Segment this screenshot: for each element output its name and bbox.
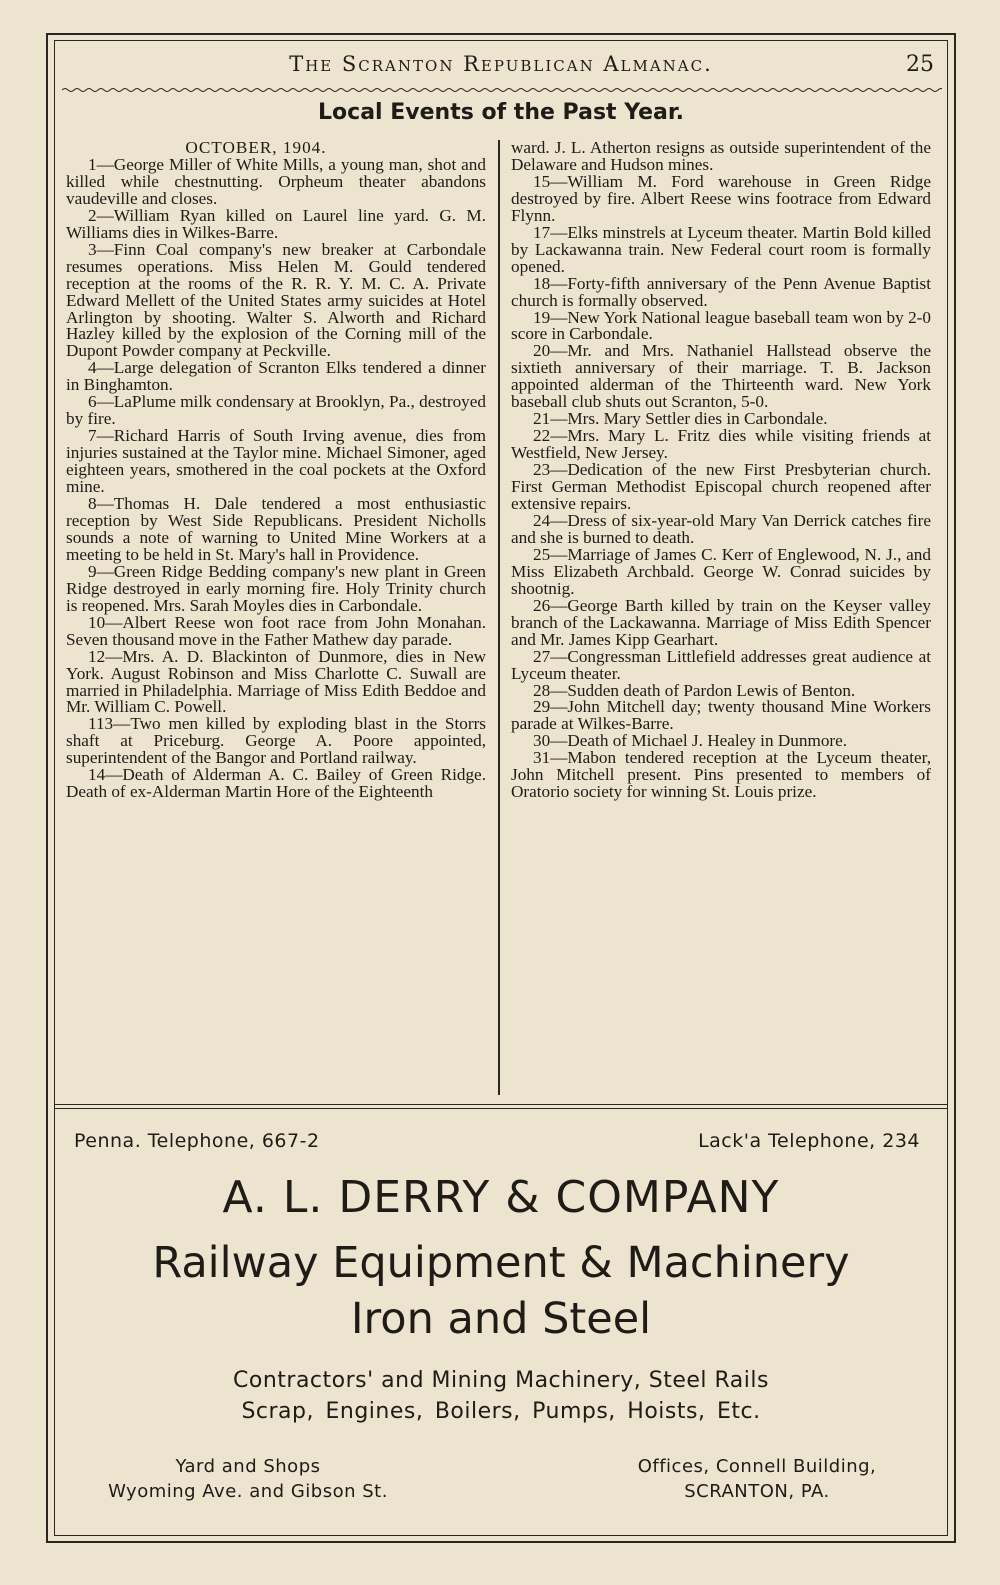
event-entry: ward. J. L. Atherton resigns as outside superintendent of the Delaware and Hudson mines. <box>511 138 931 174</box>
event-entry: 28—Sudden death of Pardon Lewis of Benton. <box>533 680 856 700</box>
advertisement <box>54 1112 948 1532</box>
event-entry: 29—John Mitchell day; twenty thousand Mine Workers parade at Wilkes-Barre. <box>511 697 931 734</box>
ad-headline-iron-steel: Iron and Steel <box>350 1294 652 1344</box>
event-entry: 27—Congressman Littlefield addresses great audience at Lyceum theater. <box>511 646 931 683</box>
event-entry: 18—Forty-fifth anniversary of the Penn Avenue Baptist church is formally observed. <box>511 273 931 310</box>
yard-address-line-2: Wyoming Ave. and Gibson St. <box>108 1481 388 1502</box>
event-entry: 113—Two men killed by exploding blast in the Storrs shaft at Priceburg. George A. Poore appointed, superintendent of the Bangor and Portland railway. <box>66 714 486 768</box>
event-entry: 3—Finn Coal company's new breaker at Carbondale resumes operations. Miss Helen M. Gould tendered reception at the rooms of the R. R. Y. M. C. A. Private Edward Mellett of the United States army suicides at Hotel Arlington by shooting. Walter S. Alworth and Richard Hazley killed by the explosion of the Corning mill of the Dupont Powder company at Peckville. <box>66 239 486 361</box>
event-entry: 30—Death of Michael J. Healey in Dunmore. <box>533 731 848 751</box>
yard-address-line-1: Yard and Shops <box>175 1456 321 1477</box>
events-column-right <box>511 140 931 801</box>
running-head <box>54 50 948 84</box>
month-heading: OCTOBER, 1904. <box>185 138 327 157</box>
event-entry: 14—Death of Alderman A. C. Bailey of Green Ridge. Death of ex-Alderman Martin Hore of the Eighteenth <box>66 765 486 802</box>
wavy-rule-divider <box>62 86 942 94</box>
office-address-line-2: SCRANTON, PA. <box>684 1481 830 1502</box>
office-address <box>592 1454 922 1504</box>
page-number: 25 <box>906 52 934 77</box>
ad-divider-bottom <box>54 1108 948 1109</box>
event-entry: 7—Richard Harris of South Irving avenue, dies from injuries sustained at the Taylor mine. Michael Simoner, aged eighteen years, smothered in the coal pockets at the Oxford mine. <box>66 426 486 497</box>
penna-telephone: Penna. Telephone, 667-2 <box>74 1130 320 1152</box>
event-entry: 20—Mr. and Mrs. Nathaniel Hallstead observe the sixtieth anniversary of their marriage. T. B. Jackson appointed alderman of the Thirteenth ward. New York baseball club shuts out Scranton, 5-0. <box>511 341 931 412</box>
ad-products-line-2: Scrap, Engines, Boilers, Pumps, Hoists, Etc. <box>241 1399 761 1424</box>
event-entry: 8—Thomas H. Dale tendered a most enthusiastic reception by West Side Republicans. President Nicholls sounds a note of warning to United Mine Workers at a meeting to be held in St. Mary's hall in Providence. <box>66 494 486 564</box>
event-entry: 15—William M. Ford warehouse in Green Ridge destroyed by fire. Albert Reese wins footrace from Edward Flynn. <box>511 171 931 225</box>
yard-address <box>68 1454 428 1504</box>
event-entry: 17—Elks minstrels at Lyceum theater. Martin Bold killed by Lackawanna train. New Federal court room is formally opened. <box>511 222 931 276</box>
event-entry: 23—Dedication of the new First Presbyterian church. First German Methodist Episcopal church reopened after extensive repairs. <box>511 460 931 514</box>
event-entry: 6—LaPlume milk condensary at Brooklyn, Pa., destroyed by fire. <box>66 392 486 429</box>
event-entry: 4—Large delegation of Scranton Elks tendered a dinner in Binghamton. <box>66 358 486 395</box>
event-entry: 10—Albert Reese won foot race from John Monahan. Seven thousand move in the Father Mathew day parade. <box>66 612 486 649</box>
event-entry: 9—Green Ridge Bedding company's new plant in Green Ridge destroyed in early morning fire. Holy Trinity church is reopened. Mrs. Sarah Moyles dies in Carbondale. <box>66 561 486 615</box>
event-entry: 1—George Miller of White Mills, a young man, shot and killed while chestnutting. Orpheum theater abandons vaudeville and closes. <box>66 154 486 208</box>
section-title: Local Events of the Past Year. <box>318 100 684 125</box>
events-column-left <box>66 140 486 801</box>
ad-divider-top <box>54 1104 948 1105</box>
ad-headline-equipment: Railway Equipment & Machinery <box>152 1238 850 1288</box>
event-entry: 12—Mrs. A. D. Blackinton of Dunmore, dies in New York. August Robinson and Miss Charlotte C. Suwall are married in Philadelphia. Marriage of Miss Edith Beddoe and Mr. William C. Powell. <box>66 646 486 717</box>
event-entry: 26—George Barth killed by train on the Keyser valley branch of the Lackawanna. Marriage of Miss Edith Spencer and Mr. James Kipp Gearhart. <box>511 595 931 649</box>
company-name: A. L. DERRY & COMPANY <box>222 1172 780 1223</box>
event-entry: 25—Marriage of James C. Kerr of Englewood, N. J., and Miss Elizabeth Archbald. George W. Conrad suicides by shootnig. <box>511 544 931 598</box>
lacka-telephone: Lack'a Telephone, 234 <box>698 1130 920 1152</box>
column-rule <box>498 140 500 1095</box>
event-entry: 24—Dress of six-year-old Mary Van Derrick catches fire and she is burned to death. <box>511 510 931 547</box>
office-address-line-1: Offices, Connell Building, <box>637 1456 877 1477</box>
event-entry: 19—New York National league baseball team won by 2-0 score in Carbondale. <box>511 307 931 344</box>
event-entry: 22—Mrs. Mary L. Fritz dies while visiting friends at Westfield, New Jersey. <box>511 426 931 463</box>
running-title: The Scranton Republican Almanac. <box>289 52 713 76</box>
event-entry: 2—William Ryan killed on Laurel line yard. G. M. Williams dies in Wilkes-Barre. <box>66 205 486 242</box>
event-entry: 21—Mrs. Mary Settler dies in Carbondale. <box>533 409 828 429</box>
ad-products-line-1: Contractors' and Mining Machinery, Steel Rails <box>233 1368 769 1393</box>
event-entry: 31—Mabon tendered reception at the Lyceum theater, John Mitchell present. Pins presented to members of Oratorio society for winning St. Louis prize. <box>511 748 931 802</box>
